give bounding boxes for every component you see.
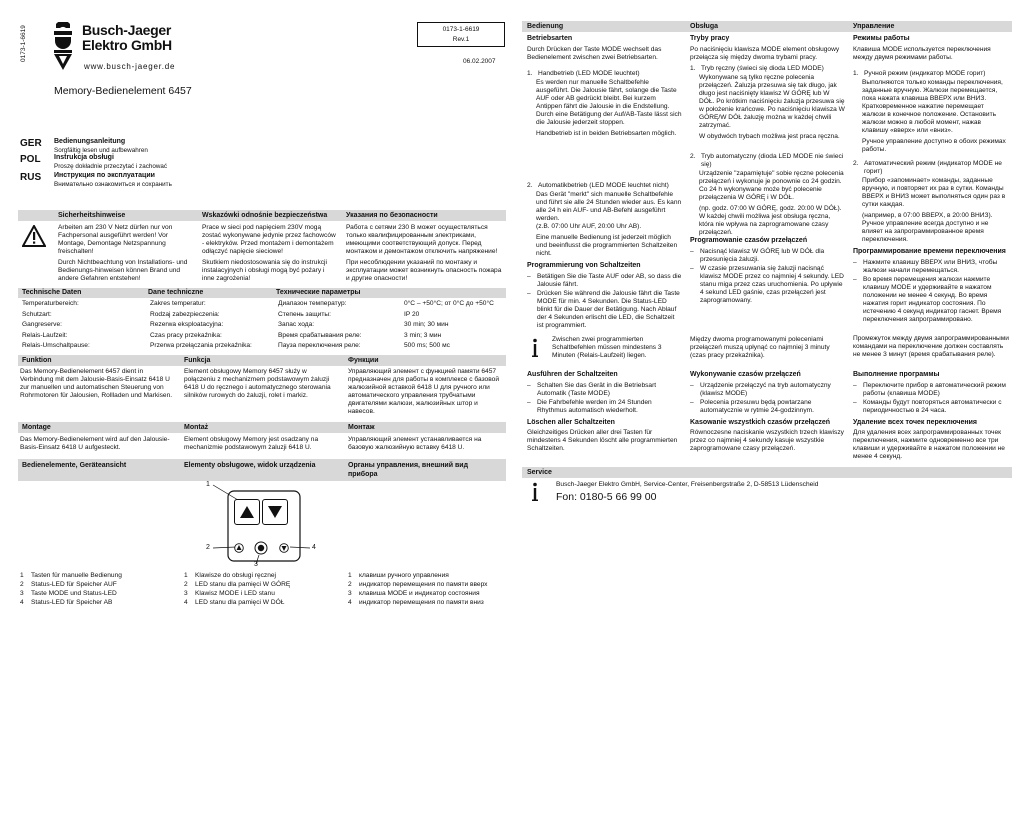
modes-title: Betriebsarten xyxy=(527,35,573,42)
safety-paragraph: Prace w sieci pod napięciem 230V mogą zostać wykonywane jedynie przez fachowców - elektryków. Przed montażem i demontażem odłączyć napięcie sieciowe! xyxy=(202,224,336,256)
callout-2: 2 xyxy=(206,544,210,551)
safety-text-ru xyxy=(346,224,506,286)
tech-row xyxy=(22,299,506,310)
operation-col-pl xyxy=(690,35,845,306)
exec-step: – Polecenia przesuwu będą powtarzane automatycznie w rytmie 24-godzinnym. xyxy=(690,398,814,414)
manual-mode-title: 1. Tryb ręczny (świeci się dioda LED MODE) xyxy=(690,64,824,72)
tech-cell-value: 3 min; 3 мин xyxy=(404,331,442,339)
prog-step: – Drücken Sie während die Jalousie fährt die Taste MODE für min. 4 Sekunden. Die Status-LED blinkt für die Dauer der Betätigung. Nach Ablauf der 4 Sekunden erlischt die LED, die Schaltzeit ist programmiert. xyxy=(527,289,680,329)
clear-text: Для удаления всех запрограммированных точек переключения, нажмите одновременно все три клавиши и удерживайте в нажатом положении не менее 4 секунд. xyxy=(853,429,1005,461)
legend-item: 1 Klawisze do obsługi ręcznej xyxy=(184,572,276,579)
exec-step: – Schalten Sie das Gerät in die Betriebsart Automatik (Taste MODE) xyxy=(527,381,657,397)
operation-header-pl: Obsługa xyxy=(690,23,719,30)
tech-cell-value: 0°C – +50°C; от 0°C до +50°C xyxy=(404,300,494,308)
arrow-down-icon xyxy=(268,506,282,518)
exec-step: – Die Fahrbefehle werden im 24 Stunden Rhythmus automatisch wiederholt. xyxy=(527,398,652,414)
manual-mode-title: 1. Ручной режим (индикатор MODE горит) xyxy=(853,69,986,77)
brand-name-line2: Elektro GmbH xyxy=(82,37,172,53)
auto-mode-example: (например, в 07:00 ВВЕРХ, в 20:00 ВНИЗ). xyxy=(862,212,993,220)
tech-cell-value: 500 ms; 500 мс xyxy=(404,342,450,350)
controls-legend-pl xyxy=(184,572,344,608)
tech-cell-de: Temperaturbereich: xyxy=(22,300,79,308)
safety-text-de xyxy=(58,224,194,286)
function-text-de: Das Memory-Bedienelement 6457 dient in Verbindung mit dem Jalousie-Basis-Einsatz 6418 U zur manuellen und automatischen Steuerung von Rohrmotoren für Jalousien, Rollladen und Markisen. xyxy=(20,368,173,400)
manual-mode-text: Выполняются только команды переключения, заданные вручную. Жалюзи перемещается, пока нажата клавиша ВВЕРХ или ВНИЗ. Кратковременное нажатие перемещает жалюзи в конечное положение. Остановить жалюзи можно в любой момент, нажав клавишу «вверх» или «вниз». xyxy=(862,78,1003,134)
prog-step: – Betätigen Sie die Taste AUF oder AB, so dass die Jalousie fährt. xyxy=(527,272,682,288)
controls-header-de: Bedienelemente, Geräteansicht xyxy=(22,462,127,469)
prog-step: – W czasie przesuwania się żaluzji nacisnąć klawisz MODE przez co najmniej 4 sekundy. LED stanu miga przez czas uruchomienia. Po upływie 4 sekund LED gaśnie, czas przełączeń jest zaprogramowany. xyxy=(690,264,844,304)
tech-row xyxy=(22,320,506,331)
doc-revision: Rev.1 xyxy=(452,35,470,43)
tech-header-pl: Dane techniczne xyxy=(148,289,204,296)
legend-item: 2 индикатор перемещения по памяти вверх xyxy=(348,581,488,589)
mounting-header-ru: Монтаж xyxy=(348,424,375,431)
tech-cell-value: IP 20 xyxy=(404,310,420,318)
tech-cell-pl: Rezerwa eksploatacyjna: xyxy=(150,321,224,329)
down-button[interactable] xyxy=(262,499,288,525)
modes-intro: Durch Drücken der Taste MODE wechselt das Bedienelement zwischen zwei Betriebsarten. xyxy=(527,45,662,61)
clear-title: Löschen aller Schaltzeiten xyxy=(527,418,615,426)
function-header-de: Funktion xyxy=(22,357,52,364)
tech-cell-de: Schutzart: xyxy=(22,310,52,318)
legend-item: 3 Taste MODE und Status-LED xyxy=(20,590,117,598)
legend-item: 4 Status-LED für Speicher AB xyxy=(20,599,113,607)
doc-number: 0173-1-6619 xyxy=(442,26,480,33)
modes-title: Режимы работы xyxy=(853,35,910,42)
tech-cell-ru: Запас хода: xyxy=(278,321,315,329)
auto-mode-note: Ручное управление всегда доступно и не влияет на запрограммированное время переключения. xyxy=(862,220,989,244)
safety-paragraph: При несоблюдении указаний по монтажу и эксплуатации может возникнуть опасность пожара и другие опасности! xyxy=(346,259,502,283)
service-info-icon xyxy=(530,482,540,505)
auto-mode-text: Urządzenie "zapamiętuje" sobie ręczne polecenia przełączeń i wykonuje je ponownie co 24 godzin. Co 24 h wykonywane może być polecenie przełączenia W GÓRĘ i W DÓŁ. xyxy=(699,169,844,201)
controls-header-pl: Elementy obsługowe, widok urządzenia xyxy=(184,462,316,469)
mounting-text-ru: Управляющий элемент устанавливается на базовую жалюзийную вставку 6418 U. xyxy=(348,436,482,452)
clear-text: Równoczesne naciskanie wszystkich trzech klawiszy przez co najmniej 4 sekundy kasuje wszystkie zaprogramowane czasy przełączeń. xyxy=(690,429,844,453)
callout-4: 4 xyxy=(312,544,316,551)
safety-paragraph: Skutkiem niedostosowania się do instrukcji instalacyjnych i obsługi mogą być pożary i inne zagrożenia! xyxy=(202,259,327,283)
exec-step: – Команды будут повторяться автоматически с периодичностью в 24 часа. xyxy=(853,398,1002,414)
tech-cell-de: Relais-Laufzeit: xyxy=(22,331,68,339)
function-header-ru: Функции xyxy=(348,357,379,364)
auto-mode-example: (z.B. 07:00 Uhr AUF, 20:00 Uhr AB). xyxy=(536,222,642,230)
tech-cell-ru: Степень защиты: xyxy=(278,310,331,318)
product-title: Memory-Bedienelement 6457 xyxy=(54,85,192,97)
tech-row xyxy=(22,310,506,321)
legend-item: 3 Klawisz MODE i LED stanu xyxy=(184,590,275,598)
manual-mode-note: W obydwóch trybach możliwa jest praca ręczna. xyxy=(699,132,840,140)
tech-row xyxy=(22,331,506,342)
exec-step: – Переключите прибор в автоматический режим работы (клавиша MODE) xyxy=(853,381,1006,397)
safety-header-de: Sicherheitshinweise xyxy=(58,212,126,219)
warning-icon xyxy=(22,225,46,250)
modes-intro: Po naciśnięciu klawisza MODE element obsługowy przełącza się między dwoma trybami pracy. xyxy=(690,45,840,61)
tech-cell-ru: Диапазон температур: xyxy=(278,300,347,308)
clear-text: Gleichzeitiges Drücken aller drei Tasten für mindestens 4 Sekunden löscht alle programmierten Schaltzeiten. xyxy=(527,429,678,453)
service-address: Busch-Jaeger Elektro GmbH, Service-Center, Freisenbergstraße 2, D-58513 Lüdenscheid xyxy=(556,481,819,488)
auto-mode-example: (np. godz. 07:00 W GÓRĘ, godz. 20:00 W DÓŁ). xyxy=(699,205,842,213)
prog-step: – Nacisnąć klawisz W GÓRĘ lub W DÓŁ dla przesunięcia żaluzji. xyxy=(690,247,825,263)
exec-title: Ausführen der Schaltzeiten xyxy=(527,371,618,378)
service-header-bar xyxy=(522,467,1012,478)
led-down-icon xyxy=(279,543,289,553)
language-pol xyxy=(20,154,320,172)
exec-col-ru xyxy=(853,367,1009,461)
safety-paragraph: Arbeiten am 230 V Netz dürfen nur von Fachpersonal ausgeführt werden! Vor Montage, Demontage Netzspannung freischalten! xyxy=(58,224,173,256)
mode-button[interactable] xyxy=(254,541,268,558)
auto-mode-title: 2. Automatikbetrieb (LED MODE leuchtet nicht) xyxy=(527,181,669,189)
legend-item: 3 клавиша MODE и индикатор состояния xyxy=(348,590,480,598)
lang-code: POL xyxy=(20,154,41,165)
tech-cell-de: Gangreserve: xyxy=(22,321,62,329)
lang-title: Инструкция по эксплуатации xyxy=(54,172,155,179)
clear-title: Удаление всех точек переключения xyxy=(853,418,977,426)
language-list xyxy=(20,138,320,188)
lang-title: Bedienungsanleitung xyxy=(54,138,126,145)
manual-mode-note: Ручное управление доступно в обоих режимах работы. xyxy=(862,137,1006,153)
callout-1: 1 xyxy=(206,481,210,488)
mode-button-icon xyxy=(254,541,268,555)
modes-title: Tryby pracy xyxy=(690,35,730,42)
exec-title: Wykonywanie czasów przełączeń xyxy=(690,371,801,378)
mounting-header-de: Montage xyxy=(22,424,51,431)
safety-header-pl: Wskazówki odnośnie bezpieczeństwa xyxy=(202,212,328,219)
tech-row xyxy=(22,341,506,352)
auto-mode-note: W każdej chwili możliwa jest obsługa ręczna, która nie wpływa na zaprogramowane czasy przełączeń. xyxy=(699,213,831,237)
manual-mode-note: Handbetrieb ist in beiden Betriebsarten möglich. xyxy=(536,129,677,137)
manual-mode-text: Es werden nur manuelle Schaltbefehle ausgeführt. Die Jalousie fährt, solange die Taste AUF oder AB gedrückt bleibt. Bei kurzem Antippen fährt die Jalousie in die Endstellung. Durch eine Betätigung der Auf/AB-Taste lässt sich die Jalousie jederzeit stoppen. xyxy=(536,78,682,126)
controls-legend-de xyxy=(20,572,180,608)
brand-logo xyxy=(52,22,74,72)
led-up-icon xyxy=(234,543,244,553)
brand-name-line1: Busch-Jaeger xyxy=(82,22,171,38)
manual-mode-text: Wykonywane są tylko ręczne polecenia przełączeń. Żaluzja przesuwa się tak długo, jak długo jest naciśnięty klawisz W GÓRĘ lub W DÓŁ. Po krótkim naciśnięciu żaluzja przesuwa się w położenie krańcowe. Po naciśnięciu klawisza W GÓRĘ/W DÓŁ żaluzję można w każdej chwili zatrzymać. xyxy=(699,73,845,129)
legend-item: 2 LED stanu dla pamięci W GÓRĘ xyxy=(184,581,291,589)
function-text-ru: Управляющий элемент с функцией памяти 6457 предназначен для работы в комплексе с базовой жалюзийной вставкой 6418 U для ручного или автоматического управления трубчатыми двигателями жалюзи, жалюзийных штор и навесов. xyxy=(348,368,500,416)
prog-pause-de: Zwischen zwei programmierten Schaltbefehlen müssen mindestens 3 Minuten (Relais-Laufzeit) liegen. xyxy=(552,336,662,360)
controls-header-ru: Органы управления, внешний вид прибора xyxy=(348,462,469,478)
clear-title: Kasowanie wszystkich czasów przełączeń xyxy=(690,418,831,426)
tech-header-ru: Технические параметры xyxy=(276,289,361,296)
tech-cell-pl: Przerwa przełączania przekaźnika: xyxy=(150,342,252,350)
prog-title: Programmierung von Schaltzeiten xyxy=(527,262,641,269)
operation-col-de xyxy=(527,35,682,331)
auto-mode-title: 2. Tryb automatyczny (dioda LED MODE nie świeci się) xyxy=(690,152,844,168)
tech-table xyxy=(22,299,506,352)
tech-cell-pl: Zakres temperatur: xyxy=(150,300,206,308)
vertical-doc-code: 0173-1-6619 xyxy=(20,25,27,62)
operation-header-bar xyxy=(522,21,1012,32)
safety-paragraph: Durch Nichtbeachtung von Installations- und Bedienungs-hinweisen können Brand und andere Gefahren entstehen! xyxy=(58,259,188,283)
language-rus xyxy=(20,172,320,188)
function-text-pl: Element obsługowy Memory 6457 służy w połączeniu z mechanizmem podstawowym żaluzji 6418 U do ręcznego i automatycznego sterowania silników rurowych do żaluzji, rolet i markiz. xyxy=(184,368,331,400)
brand-website[interactable]: www.busch-jaeger.de xyxy=(84,62,176,71)
mounting-text-pl: Element obsługowy Memory jest osadzany na mechanizmie podstawowym żaluzji 6418 U. xyxy=(184,436,319,452)
lang-subtitle: Внимательно ознакомиться и сохранить xyxy=(54,180,172,188)
exec-col-pl xyxy=(690,367,845,453)
controls-legend-ru xyxy=(348,572,508,608)
prog-step: – Во время перемещения жалюзи нажмите клавишу MODE и удерживайте в нажатом положении не менее 4 секунд. Во время нажатия горит индикатор состояния. По истечению 4 секунд индикатор гаснет. Время переключения запрограммировано. xyxy=(853,275,1002,323)
safety-text-pl xyxy=(202,224,338,286)
tech-cell-value: 30 min; 30 мин xyxy=(404,321,449,329)
auto-mode-note: Eine manuelle Bedienung ist jederzeit möglich und beeinflusst die programmierten Schaltzeiten nicht. xyxy=(536,234,678,258)
legend-item: 4 LED stanu dla pamięci W DÓŁ xyxy=(184,599,285,607)
service-header: Service xyxy=(527,469,552,476)
mounting-header-bar xyxy=(18,422,506,433)
modes-intro: Клавиша MODE используется переключения между двумя режимами работы. xyxy=(853,45,991,61)
safety-header-ru: Указания по безопасности xyxy=(346,212,438,219)
legend-item: 1 Tasten für manuelle Bedienung xyxy=(20,572,122,579)
led-memory-up xyxy=(234,543,244,556)
callout-3: 3 xyxy=(254,561,258,568)
lang-subtitle: Sorgfältig lesen und aufbewahren xyxy=(54,146,148,154)
exec-title: Выполнение программы xyxy=(853,371,940,378)
doc-date: 06.02.2007 xyxy=(463,58,496,65)
lang-title: Instrukcja obsługi xyxy=(54,154,114,161)
tech-cell-pl: Rodzaj zabezpieczenia: xyxy=(150,310,220,318)
lang-code: GER xyxy=(20,138,42,149)
manual-mode-title: 1. Handbetrieb (LED MODE leuchtet) xyxy=(527,69,640,77)
info-icon xyxy=(530,338,540,361)
language-ger xyxy=(20,138,320,154)
safety-paragraph: Работа с сетями 230 В может осуществляться только квалифицированным электриками, имеющими соответствующий допуск. Перед монтажом и демонтажом отключить напряжение! xyxy=(346,224,498,256)
tech-cell-de: Relais-Umschaltpause: xyxy=(22,342,90,350)
prog-step: – Нажмите клавишу ВВЕРХ или ВНИЗ, чтобы жалюзи начали перемещаться. xyxy=(853,258,998,274)
prog-title: Programowanie czasów przełączeń xyxy=(690,237,808,245)
tech-cell-ru: Пауза переключения реле: xyxy=(278,342,361,350)
prog-pause-pl: Między dwoma programowanymi poleceniami przełączeń muszą upłynąć co najmniej 3 minuty (czas pracy przekaźnika). xyxy=(690,336,830,360)
mounting-text-de: Das Memory-Bedienelement wird auf den Jalousie-Basis-Einsatz 6418 U aufgesteckt. xyxy=(20,436,170,452)
led-memory-down xyxy=(279,543,289,556)
auto-mode-text: Das Gerät "merkt" sich manuelle Schaltbefehle und führt sie alle 24 Stunden wieder aus. Es kann alle 24 h ein AUF- und AB-Befehl ausgeführt werden. xyxy=(536,190,682,222)
legend-item: 1 клавиши ручного управления xyxy=(348,572,449,579)
legend-item: 4 индикатор перемещения по памяти вниз xyxy=(348,599,484,607)
mounting-header-pl: Montaż xyxy=(184,424,209,431)
exec-step: – Urządzenie przełączyć na tryb automatyczny (klawisz MODE) xyxy=(690,381,831,397)
auto-mode-text: Прибор «запоминает» команды, заданные вручную, и повторяет их раз в сутки. Команды ВВЕРХ и ВНИЗ может выполняться один раз в сутки каждая. xyxy=(862,176,1006,208)
operation-header-de: Bedienung xyxy=(527,23,564,30)
lang-subtitle: Proszę dokładnie przeczytać i zachować xyxy=(54,162,168,170)
up-button[interactable] xyxy=(234,499,260,525)
auto-mode-title: 2. Автоматический режим (индикатор MODE не горит) xyxy=(853,159,1002,175)
prog-title: Программирование времени переключения xyxy=(853,248,1006,256)
exec-col-de xyxy=(527,367,682,453)
logo-icon xyxy=(52,22,74,72)
legend-item: 2 Status-LED für Speicher AUF xyxy=(20,581,117,589)
doc-number-box xyxy=(417,22,505,47)
tech-cell-pl: Czas pracy przekaźnika: xyxy=(150,331,222,339)
operation-col-ru xyxy=(853,35,1009,325)
tech-cell-ru: Время срабатывания реле: xyxy=(278,331,362,339)
tech-header-bar xyxy=(18,288,506,298)
lang-code: RUS xyxy=(20,172,42,183)
arrow-up-icon xyxy=(240,506,254,518)
operation-header-ru: Управление xyxy=(853,23,895,30)
service-phone: Fon: 0180-5 66 99 00 xyxy=(556,491,657,503)
function-header-bar xyxy=(18,355,506,366)
function-header-pl: Funkcja xyxy=(184,357,211,364)
prog-pause-ru: Промежуток между двумя запрограммированными командами на переключение должен составлять не менее 3 минут (время срабатывания реле). xyxy=(853,335,1009,359)
tech-header-de: Technische Daten xyxy=(22,289,82,296)
